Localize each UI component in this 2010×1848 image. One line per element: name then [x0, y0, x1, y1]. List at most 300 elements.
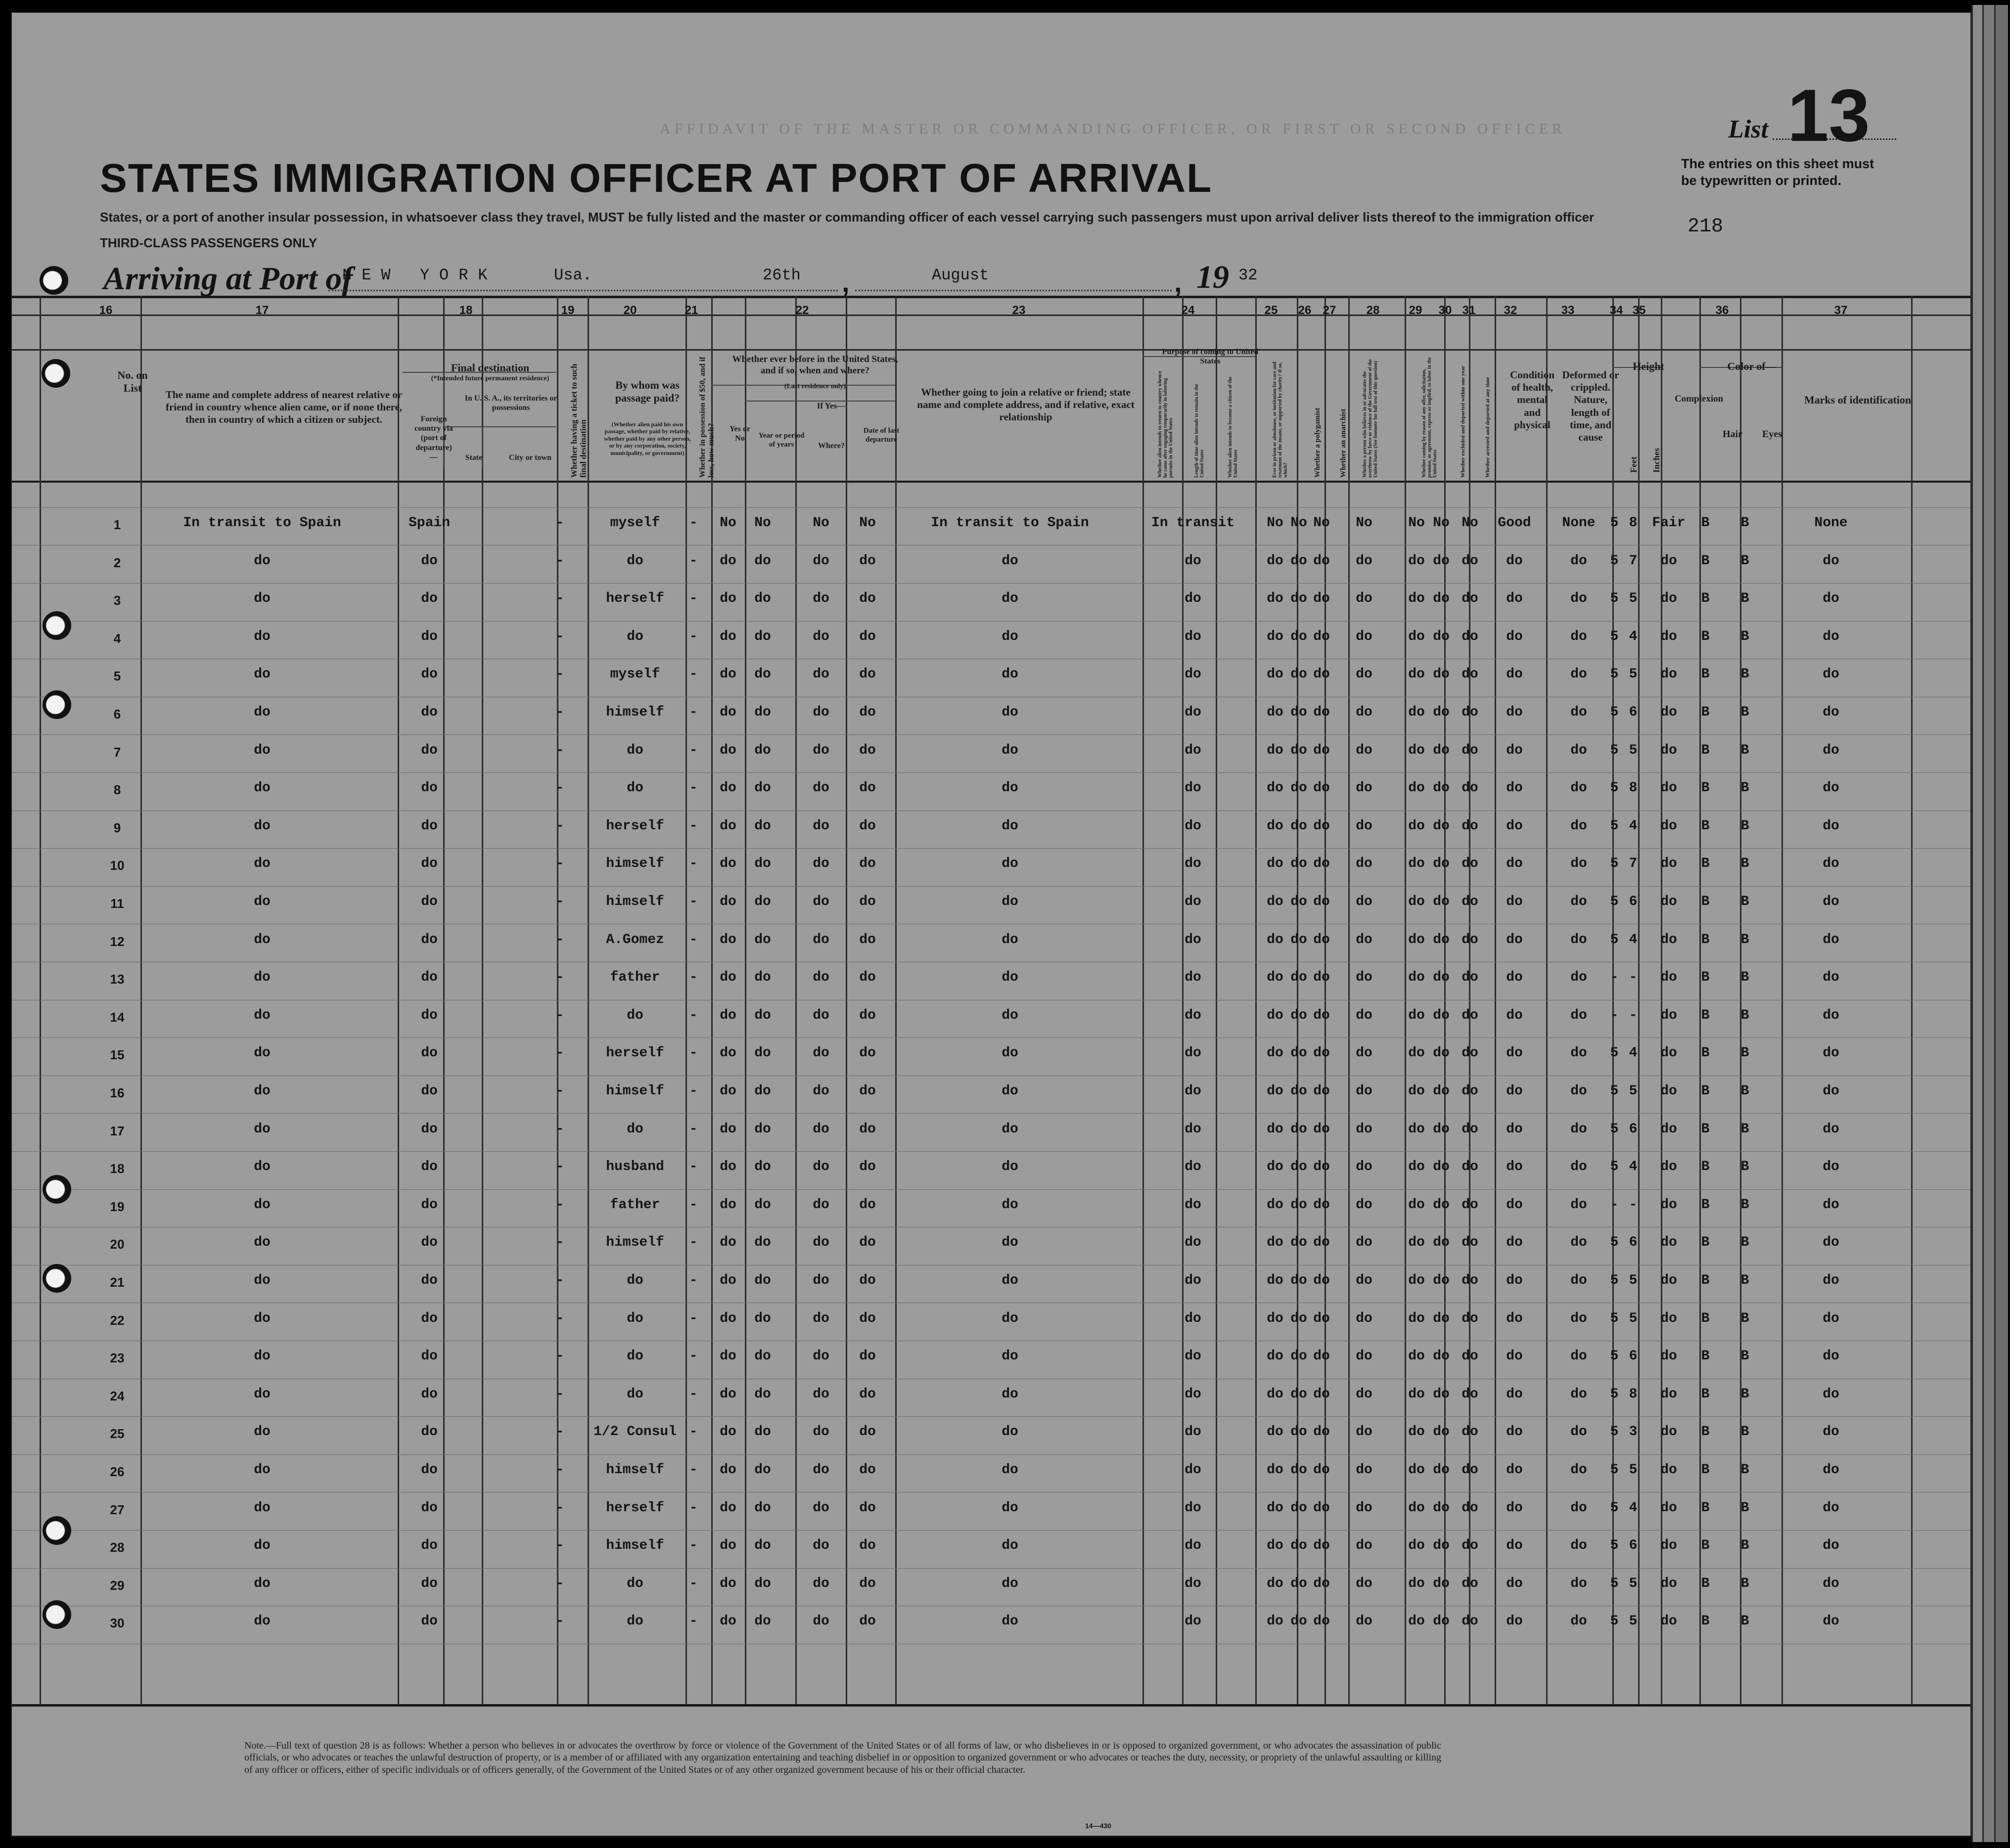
cell-c23: do: [1002, 856, 1018, 872]
cell-c24: do: [1185, 1045, 1201, 1061]
cell-c33: do: [1570, 818, 1587, 834]
cell-c31: do: [1462, 1197, 1478, 1213]
cell-eyes: B: [1740, 856, 1749, 872]
cell-c35: do: [1660, 1349, 1677, 1364]
cell-yr: do: [754, 1310, 771, 1326]
cell-c26: do: [1290, 629, 1307, 644]
cell-dt: do: [859, 1576, 876, 1591]
cell-c17: do: [254, 932, 271, 947]
cell-c32: do: [1506, 970, 1523, 986]
cell-c20: husband: [606, 1159, 664, 1175]
cell-c17: do: [254, 818, 271, 834]
cell-c19: -: [555, 1462, 564, 1478]
cell-c32: do: [1506, 894, 1523, 909]
cell-dt: do: [859, 1462, 876, 1478]
cell-c30: do: [1433, 894, 1450, 909]
cell-c21: -: [689, 553, 698, 569]
cell-c20: himself: [606, 1235, 664, 1251]
cell-c24: do: [1185, 1538, 1201, 1554]
cell-c26: do: [1290, 1576, 1307, 1591]
cell-c27: do: [1313, 742, 1330, 758]
header-purpose-citizen: Whether alien intends to become a citizen of the United States: [1228, 376, 1238, 478]
row-divider: [12, 1568, 1971, 1569]
cell-c17: do: [254, 856, 271, 872]
cell-dt: do: [859, 1349, 876, 1364]
cell-c24: do: [1185, 705, 1201, 720]
cell-c24: do: [1185, 1614, 1201, 1629]
row-number: 29: [110, 1578, 125, 1593]
cell-c23: do: [1002, 894, 1018, 909]
cell-wh: do: [813, 1273, 829, 1288]
column-number-rule: [12, 315, 1971, 316]
cell-hair: B: [1701, 1083, 1710, 1099]
cell-hair: B: [1701, 1197, 1710, 1213]
cell-c37: do: [1823, 932, 1839, 947]
cell-in: 7: [1629, 856, 1638, 872]
cell-c17: do: [254, 1538, 271, 1554]
cell-c35: do: [1660, 1083, 1677, 1099]
cell-c33: do: [1570, 667, 1587, 682]
cell-c21: -: [689, 1159, 698, 1175]
row-number: 25: [110, 1426, 125, 1442]
cell-c27: do: [1313, 780, 1330, 796]
cell-in: -: [1629, 1197, 1638, 1213]
cell-c27: do: [1313, 1007, 1330, 1023]
row-divider: [12, 1454, 1971, 1455]
cell-c37: None: [1814, 515, 1848, 531]
cell-c23: do: [1002, 1197, 1018, 1213]
cell-wh: do: [813, 1310, 829, 1326]
cell-dt: do: [859, 1310, 876, 1326]
cell-c21: -: [689, 780, 698, 796]
cell-c32: do: [1506, 1538, 1523, 1554]
cell-yr: do: [754, 1121, 771, 1137]
cell-c30: do: [1433, 932, 1450, 947]
row-number: 17: [110, 1123, 125, 1138]
cell-c28: do: [1356, 1614, 1372, 1629]
cell-c31: do: [1462, 1007, 1478, 1023]
cell-c19: -: [555, 1614, 564, 1629]
cell-c20: herself: [606, 818, 664, 834]
cell-c35: do: [1660, 1197, 1677, 1213]
cell-yr: do: [754, 780, 771, 796]
header-join-relative: Whether going to join a relative or friend; state name and complete address, and if relative, exact relationship: [917, 386, 1135, 423]
cell-c25: do: [1267, 894, 1283, 909]
cell-wh: do: [813, 1576, 829, 1591]
cell-c27: do: [1313, 553, 1330, 569]
cell-c29: do: [1408, 1273, 1425, 1288]
cell-c25: do: [1267, 856, 1283, 872]
cell-in: 8: [1629, 1386, 1638, 1402]
cell-yn: do: [720, 1614, 736, 1629]
cell-eyes: B: [1740, 1159, 1749, 1175]
cell-c27: do: [1313, 1462, 1330, 1478]
cell-c20: myself: [610, 667, 660, 682]
cell-c27: do: [1313, 1235, 1330, 1251]
cell-in: 6: [1629, 1121, 1638, 1137]
cell-yr: do: [754, 705, 771, 720]
cell-wh: do: [813, 1386, 829, 1402]
cell-eyes: B: [1740, 1576, 1749, 1591]
cell-c24: do: [1185, 1197, 1201, 1213]
cell-c19: -: [555, 970, 564, 986]
cell-c18: do: [421, 705, 438, 720]
cell-wh: do: [813, 1121, 829, 1137]
subtitle-class: THIRD-CLASS PASSENGERS ONLY: [100, 235, 318, 250]
cell-eyes: B: [1740, 705, 1749, 720]
cell-c18: do: [421, 591, 438, 607]
cell-c26: do: [1290, 1500, 1307, 1516]
cell-c31: do: [1462, 1386, 1478, 1402]
cell-hair: B: [1701, 1235, 1710, 1251]
row-number: 2: [113, 555, 121, 570]
cell-c19: -: [555, 1310, 564, 1326]
cell-c17: do: [254, 1500, 271, 1516]
cell-c32: do: [1506, 1083, 1523, 1099]
cell-ft: 5: [1610, 705, 1619, 720]
cell-c28: do: [1356, 780, 1372, 796]
cell-c18: do: [421, 1159, 438, 1175]
cell-c30: do: [1433, 705, 1450, 720]
cell-yr: No: [754, 515, 771, 531]
cell-c20: herself: [606, 1500, 664, 1516]
cell-c31: do: [1462, 1614, 1478, 1629]
column-number: 17: [255, 304, 269, 317]
cell-c35: do: [1660, 1310, 1677, 1326]
cell-c33: do: [1570, 1576, 1587, 1591]
cell-eyes: B: [1740, 515, 1749, 531]
cell-c35: do: [1660, 1007, 1677, 1023]
cell-c30: do: [1433, 1538, 1450, 1554]
cell-yn: do: [720, 894, 736, 909]
cell-yn: do: [720, 629, 736, 644]
cell-c31: do: [1462, 667, 1478, 682]
cell-eyes: B: [1740, 591, 1749, 607]
cell-c29: do: [1408, 970, 1425, 986]
cell-c31: do: [1462, 856, 1478, 872]
cell-c18: do: [421, 1310, 438, 1326]
cell-c29: do: [1408, 1538, 1425, 1554]
header-prison: Ever in prison or almshouse, or institution for care and treatment of the insane, or supported by charity? If so, which?: [1272, 361, 1288, 478]
cell-c20: do: [627, 780, 643, 796]
column-number: 24: [1181, 304, 1195, 317]
cell-c20: A.Gomez: [606, 932, 664, 947]
row-number: 18: [110, 1161, 125, 1176]
cell-c32: do: [1506, 1273, 1523, 1288]
column-number: 26: [1298, 304, 1312, 317]
cell-c19: -: [555, 780, 564, 796]
cell-dt: do: [859, 1159, 876, 1175]
cell-c27: do: [1313, 1083, 1330, 1099]
cell-c31: do: [1462, 1500, 1478, 1516]
cell-c20: do: [627, 1121, 643, 1137]
cell-c26: do: [1290, 667, 1307, 682]
cell-c35: do: [1660, 1538, 1677, 1554]
header-height: Height: [1633, 360, 1664, 372]
cell-c19: -: [555, 1045, 564, 1061]
cell-c28: do: [1356, 1083, 1372, 1099]
cell-yn: do: [720, 1310, 736, 1326]
cell-dt: do: [859, 780, 876, 796]
cell-c19: -: [555, 1197, 564, 1213]
cell-c37: do: [1823, 894, 1839, 909]
cell-c30: do: [1433, 1424, 1450, 1440]
cell-c28: do: [1356, 705, 1372, 720]
cell-c17: do: [254, 705, 271, 720]
cell-c33: do: [1570, 856, 1587, 872]
column-number: 25: [1264, 304, 1278, 317]
cell-c20: himself: [606, 705, 664, 720]
cell-c17: do: [254, 1197, 271, 1213]
binder-hole: [43, 690, 71, 719]
cell-c29: do: [1408, 1045, 1425, 1061]
cell-yr: do: [754, 894, 771, 909]
cell-c33: do: [1570, 1083, 1587, 1099]
cell-c23: In transit to Spain: [931, 515, 1089, 531]
cell-c26: do: [1290, 553, 1307, 569]
cell-c18: do: [421, 1538, 438, 1554]
cell-hair: B: [1701, 1576, 1710, 1591]
cell-c26: do: [1290, 780, 1307, 796]
cell-wh: do: [813, 1424, 829, 1440]
cell-yr: do: [754, 742, 771, 758]
cell-c18: Spain: [408, 515, 451, 531]
header-complexion: Complexion: [1675, 394, 1724, 404]
cell-c24: do: [1185, 1159, 1201, 1175]
cell-c27: do: [1313, 894, 1330, 909]
cell-eyes: B: [1740, 742, 1749, 758]
cell-c31: do: [1462, 1121, 1478, 1137]
cell-c26: do: [1290, 1121, 1307, 1137]
cell-c25: do: [1267, 1007, 1283, 1023]
cell-c28: do: [1356, 856, 1372, 872]
cell-c31: do: [1462, 705, 1478, 720]
row-number: 12: [110, 934, 125, 949]
cell-c25: do: [1267, 1310, 1283, 1326]
cell-yr: do: [754, 970, 771, 986]
cell-c25: do: [1267, 553, 1283, 569]
cell-c21: -: [689, 1235, 698, 1251]
cell-c35: do: [1660, 1462, 1677, 1478]
form-number: 14—430: [1085, 1822, 1111, 1830]
cell-ft: 5: [1610, 780, 1619, 796]
cell-c20: do: [627, 1007, 643, 1023]
cell-yr: do: [754, 1614, 771, 1629]
cell-hair: B: [1701, 932, 1710, 947]
cell-c21: -: [689, 1045, 698, 1061]
cell-c33: do: [1570, 1424, 1587, 1440]
cell-c29: do: [1408, 1614, 1425, 1629]
cell-eyes: B: [1740, 932, 1749, 947]
cell-c35: do: [1660, 1045, 1677, 1061]
cell-c32: do: [1506, 1614, 1523, 1629]
cell-c35: do: [1660, 1424, 1677, 1440]
cell-c32: do: [1506, 1121, 1523, 1137]
cell-c26: do: [1290, 818, 1307, 834]
cell-c24: In transit: [1151, 515, 1235, 531]
cell-c18: do: [421, 1121, 438, 1137]
cell-c30: do: [1433, 1349, 1450, 1364]
cell-c29: do: [1408, 1576, 1425, 1591]
cell-c32: do: [1506, 1424, 1523, 1440]
column-number: 28: [1366, 304, 1380, 317]
cell-c32: do: [1506, 553, 1523, 569]
cell-c30: do: [1433, 780, 1450, 796]
cell-eyes: B: [1740, 1614, 1749, 1629]
cell-c37: do: [1823, 1538, 1839, 1554]
cell-c26: do: [1290, 932, 1307, 947]
cell-c31: do: [1462, 818, 1478, 834]
cell-yn: do: [720, 1007, 736, 1023]
cell-ft: 5: [1610, 591, 1619, 607]
cell-c37: do: [1823, 742, 1839, 758]
cell-yn: do: [720, 742, 736, 758]
cell-c24: do: [1185, 1386, 1201, 1402]
cell-ft: 5: [1610, 1349, 1619, 1364]
cell-c18: do: [421, 553, 438, 569]
cell-c37: do: [1823, 970, 1839, 986]
cell-c30: do: [1433, 629, 1450, 644]
cell-c19: -: [555, 1273, 564, 1288]
cell-c17: do: [254, 780, 271, 796]
cell-eyes: B: [1740, 1083, 1749, 1099]
footnote: Note.—Full text of question 28 is as follows: Whether a person who believes in or advocates the overthrow by force or violence of the Government of the United States or of all forms of law, or who disbelieves in or is opposed to organized government, or who advocates the assassination of public officials, or who advocates or teaches the unlawful destruction of property, or is a member of or affiliated with any organization entertaining and teaching disbelief in or opposition to organized government or who advocates or teaches the duty, necessity, or propriety of the unlawful assaulting or killing of any officer or officers, either of specific individuals or of officers generally, of the Government of the United States or of any other organized government because of his or their official character.: [244, 1740, 1441, 1775]
cell-wh: do: [813, 856, 829, 872]
cell-c29: do: [1408, 667, 1425, 682]
cell-c17: do: [254, 629, 271, 644]
column-number: 27: [1323, 304, 1336, 317]
cell-hair: B: [1701, 1349, 1710, 1364]
cell-c29: do: [1408, 1424, 1425, 1440]
list-label: List: [1728, 115, 1768, 143]
cell-c24: do: [1185, 1576, 1201, 1591]
cell-wh: do: [813, 818, 829, 834]
row-divider: [12, 1113, 1971, 1114]
cell-c17: do: [254, 591, 271, 607]
cell-c24: do: [1185, 1083, 1201, 1099]
arrival-port: NEW YORK: [342, 266, 498, 284]
cell-c25: do: [1267, 1462, 1283, 1478]
header-foreign-country: Foreign country via (port of departure)—: [414, 415, 453, 461]
cell-ft: 5: [1610, 667, 1619, 682]
cell-c30: do: [1433, 1045, 1450, 1061]
cell-yr: do: [754, 553, 771, 569]
cell-c26: do: [1290, 970, 1307, 986]
cell-hair: B: [1701, 629, 1710, 644]
cell-wh: do: [813, 1538, 829, 1554]
cell-in: 8: [1629, 515, 1638, 531]
cell-ft: 5: [1610, 742, 1619, 758]
cell-c33: do: [1570, 1462, 1587, 1478]
cell-yr: do: [754, 1386, 771, 1402]
cell-c21: -: [689, 818, 698, 834]
cell-c20: do: [627, 553, 643, 569]
table-bottom-rule: [12, 1704, 1971, 1707]
cell-c32: do: [1506, 780, 1523, 796]
cell-c35: do: [1660, 1386, 1677, 1402]
cell-in: 4: [1629, 818, 1638, 834]
cell-c35: do: [1660, 705, 1677, 720]
cell-c30: do: [1433, 1121, 1450, 1137]
cell-c37: do: [1823, 591, 1839, 607]
cell-c26: do: [1290, 1083, 1307, 1099]
column-number: 37: [1834, 304, 1848, 317]
port-line: [328, 290, 838, 291]
cell-yn: do: [720, 1576, 736, 1591]
cell-eyes: B: [1740, 1273, 1749, 1288]
cell-wh: do: [813, 705, 829, 720]
cell-c32: do: [1506, 629, 1523, 644]
cell-eyes: B: [1740, 1235, 1749, 1251]
month-line: [855, 290, 1172, 291]
header-if-yes: If Yes—: [817, 401, 846, 410]
cell-c27: do: [1313, 1538, 1330, 1554]
cell-in: 4: [1629, 1045, 1638, 1061]
cell-c37: do: [1823, 1386, 1839, 1402]
cell-wh: do: [813, 591, 829, 607]
sheet-number: 218: [1688, 216, 1724, 238]
cell-c27: do: [1313, 856, 1330, 872]
cell-c24: do: [1185, 1007, 1201, 1023]
row-divider: [12, 583, 1971, 584]
cell-c32: do: [1506, 591, 1523, 607]
cell-c25: do: [1267, 1273, 1283, 1288]
cell-c24: do: [1185, 970, 1201, 986]
cell-c35: do: [1660, 932, 1677, 947]
cell-c25: do: [1267, 1349, 1283, 1364]
cell-c20: do: [627, 629, 643, 644]
cell-hair: B: [1701, 818, 1710, 834]
header-passage-paid: By whom was passage paid?: [615, 379, 680, 405]
cell-c23: do: [1002, 1500, 1018, 1516]
cell-dt: do: [859, 894, 876, 909]
row-number: 23: [110, 1351, 125, 1366]
column-number: 36: [1715, 304, 1729, 317]
cell-c29: do: [1408, 1083, 1425, 1099]
cell-c32: do: [1506, 1045, 1523, 1061]
cell-c24: do: [1185, 1235, 1201, 1251]
cell-c18: do: [421, 1045, 438, 1061]
cell-c17: do: [254, 1576, 271, 1591]
cell-yr: do: [754, 629, 771, 644]
cell-yn: No: [720, 515, 736, 531]
cell-c27: do: [1313, 1045, 1330, 1061]
cell-c28: do: [1356, 1386, 1372, 1402]
cell-wh: do: [813, 1197, 829, 1213]
header-partition: [444, 426, 556, 427]
cell-c35: do: [1660, 629, 1677, 644]
cell-c18: do: [421, 856, 438, 872]
cell-in: 4: [1629, 1159, 1638, 1175]
cell-c37: do: [1823, 1576, 1839, 1591]
cell-ft: 5: [1610, 1576, 1619, 1591]
list-number: 13: [1787, 74, 1870, 157]
cell-c37: do: [1823, 1462, 1839, 1478]
body-rule: [12, 481, 1971, 483]
row-number: 26: [110, 1464, 125, 1479]
cell-eyes: B: [1740, 1424, 1749, 1440]
cell-c23: do: [1002, 553, 1018, 569]
cell-c27: No: [1313, 515, 1330, 531]
page-edge-strips: [1971, 5, 2008, 1842]
row-number: 16: [110, 1085, 125, 1100]
cell-dt: do: [859, 705, 876, 720]
cell-c18: do: [421, 629, 438, 644]
cell-c29: do: [1408, 705, 1425, 720]
header-arrested: Whether arrested and deported at any time: [1485, 377, 1491, 478]
cell-c30: do: [1433, 970, 1450, 986]
cell-c19: -: [555, 515, 564, 531]
